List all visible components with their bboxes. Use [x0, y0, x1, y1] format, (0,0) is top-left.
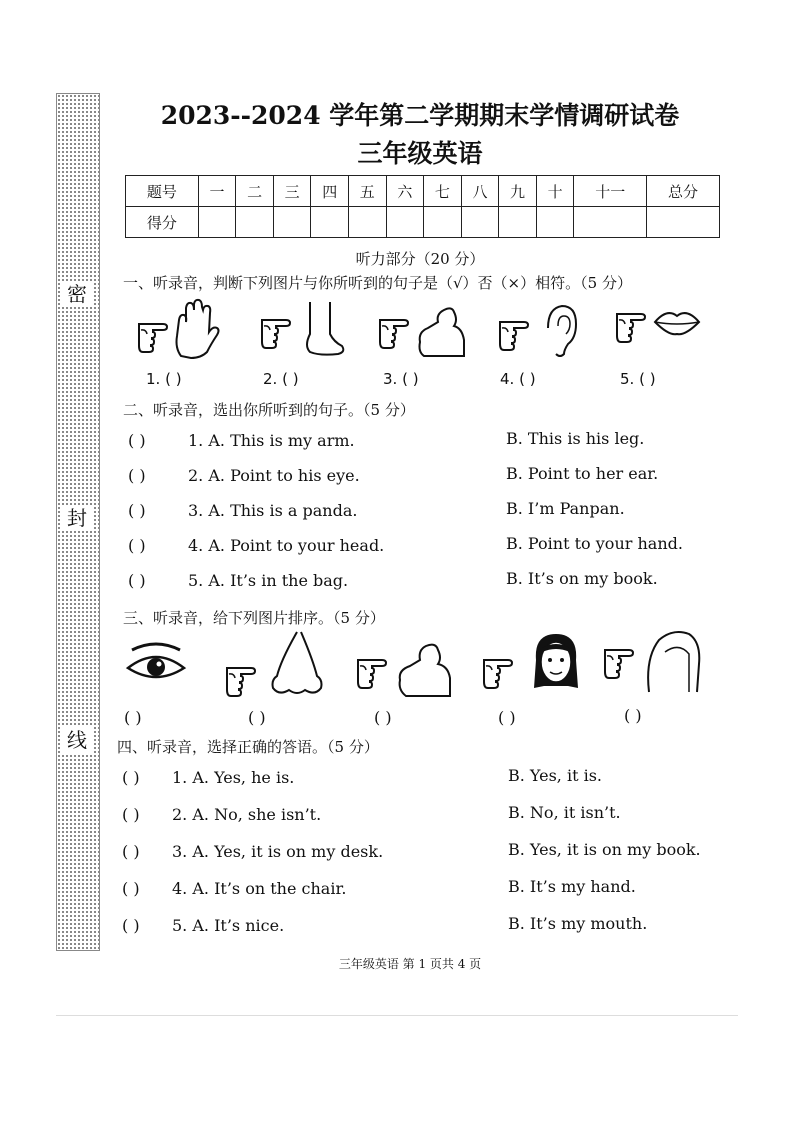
score-blank-cell[interactable] [311, 207, 349, 238]
s1-answer-3[interactable]: 3. ( ) [383, 370, 419, 388]
s4-answer-paren[interactable]: ( ) [122, 768, 140, 787]
page-bottom-divider [56, 1015, 738, 1016]
score-cell: 六 [386, 176, 424, 207]
score-cell: 三 [273, 176, 311, 207]
s2-option-a: 2. A. Point to his eye. [188, 466, 360, 485]
score-blank-cell[interactable] [461, 207, 499, 238]
score-cell: 十一 [574, 176, 647, 207]
s3-order-paren[interactable]: ( ) [248, 708, 266, 727]
section1-title: 一、听录音，判断下列图片与你所听到的句子是（√）否（×）相符。（5 分） [123, 274, 632, 292]
page-footer: 三年级英语 第 1 页共 4 页 [338, 957, 482, 971]
s2-answer-paren[interactable]: ( ) [128, 571, 146, 590]
s4-option-a: 2. A. No, she isn’t. [172, 805, 322, 824]
s2-option-a: 5. A. It’s in the bag. [188, 571, 349, 590]
mouth-picture-icon [615, 298, 705, 360]
eye-picture-icon [124, 640, 188, 690]
section2-title: 二、听录音，选出你所听到的句子。（5 分） [123, 401, 415, 419]
s1-answer-5[interactable]: 5. ( ) [620, 370, 656, 388]
binding-char-mi: 密 [62, 281, 92, 307]
score-cell: 五 [349, 176, 387, 207]
s2-option-b: B. Point to her ear. [506, 464, 659, 483]
score-cell: 七 [424, 176, 462, 207]
s2-option-a: 1. A. This is my arm. [188, 431, 355, 450]
s2-option-b: B. Point to your hand. [506, 534, 683, 553]
s3-order-paren[interactable]: ( ) [374, 708, 392, 727]
score-cell: 十 [536, 176, 574, 207]
foot-picture-icon [260, 298, 350, 360]
s2-answer-paren[interactable]: ( ) [128, 536, 146, 555]
s3-order-paren[interactable]: ( ) [124, 708, 142, 727]
s4-answer-paren[interactable]: ( ) [122, 805, 140, 824]
s2-option-b: B. I’m Panpan. [506, 499, 625, 518]
s3-order-paren[interactable]: ( ) [624, 706, 642, 725]
s2-answer-paren[interactable]: ( ) [128, 431, 146, 450]
score-row-label: 得分 [126, 207, 199, 238]
score-blank-cell[interactable] [386, 207, 424, 238]
exam-subtitle: 三年级英语 [357, 139, 483, 168]
s2-option-b: B. This is his leg. [506, 429, 645, 448]
s4-option-b: B. No, it isn’t. [508, 803, 621, 822]
s4-option-b: B. Yes, it is on my book. [508, 840, 701, 859]
score-blank-cell[interactable] [647, 207, 720, 238]
score-blank-cell[interactable] [574, 207, 647, 238]
score-cell: 总分 [647, 176, 720, 207]
hand-picture-icon [135, 298, 225, 360]
score-cell: 四 [311, 176, 349, 207]
score-cell: 二 [236, 176, 274, 207]
s2-answer-paren[interactable]: ( ) [128, 466, 146, 485]
ear-picture-icon [498, 298, 588, 360]
s4-answer-paren[interactable]: ( ) [122, 916, 140, 935]
s2-answer-paren[interactable]: ( ) [128, 501, 146, 520]
s1-answer-2[interactable]: 2. ( ) [263, 370, 299, 388]
s1-answer-4[interactable]: 4. ( ) [500, 370, 536, 388]
score-blank-cell[interactable] [198, 207, 236, 238]
score-cell: 八 [461, 176, 499, 207]
s3-order-paren[interactable]: ( ) [498, 708, 516, 727]
score-blank-cell[interactable] [499, 207, 537, 238]
score-blank-cell[interactable] [236, 207, 274, 238]
binding-char-feng: 封 [62, 505, 92, 531]
s4-option-a: 1. A. Yes, he is. [172, 768, 295, 787]
arm-picture-icon-2 [356, 634, 456, 698]
shoulder-picture-icon [603, 628, 703, 694]
s2-option-b: B. It’s on my book. [506, 569, 658, 588]
nose-picture-icon [225, 630, 335, 698]
section3-title: 三、听录音，给下列图片排序。（5 分） [123, 609, 385, 627]
score-table [125, 175, 720, 238]
s2-option-a: 3. A. This is a panda. [188, 501, 358, 520]
s4-option-a: 5. A. It’s nice. [172, 916, 285, 935]
s2-option-a: 4. A. Point to your head. [188, 536, 385, 555]
s4-option-b: B. Yes, it is. [508, 766, 602, 785]
s4-answer-paren[interactable]: ( ) [122, 842, 140, 861]
score-cell: 九 [499, 176, 537, 207]
arm-picture-icon [378, 298, 468, 360]
score-blank-cell[interactable] [349, 207, 387, 238]
score-cell: 一 [198, 176, 236, 207]
section4-title: 四、听录音，选择正确的答语。（5 分） [117, 738, 379, 756]
s4-answer-paren[interactable]: ( ) [122, 879, 140, 898]
girl-face-picture-icon [482, 630, 592, 696]
s4-option-a: 4. A. It’s on the chair. [172, 879, 347, 898]
s4-option-b: B. It’s my mouth. [508, 914, 648, 933]
s4-option-a: 3. A. Yes, it is on my desk. [172, 842, 384, 861]
binding-char-xian: 线 [62, 727, 92, 753]
score-blank-cell[interactable] [424, 207, 462, 238]
score-table-score-row [126, 207, 720, 238]
exam-title: 2023--2024 学年第二学期期末学情调研试卷 [160, 101, 680, 130]
score-cell: 题号 [126, 176, 199, 207]
score-table-header-row [126, 176, 720, 207]
score-blank-cell[interactable] [273, 207, 311, 238]
s4-option-b: B. It’s my hand. [508, 877, 636, 896]
listening-heading: 听力部分（20 分） [355, 250, 485, 268]
s1-answer-1[interactable]: 1. ( ) [146, 370, 182, 388]
score-blank-cell[interactable] [536, 207, 574, 238]
